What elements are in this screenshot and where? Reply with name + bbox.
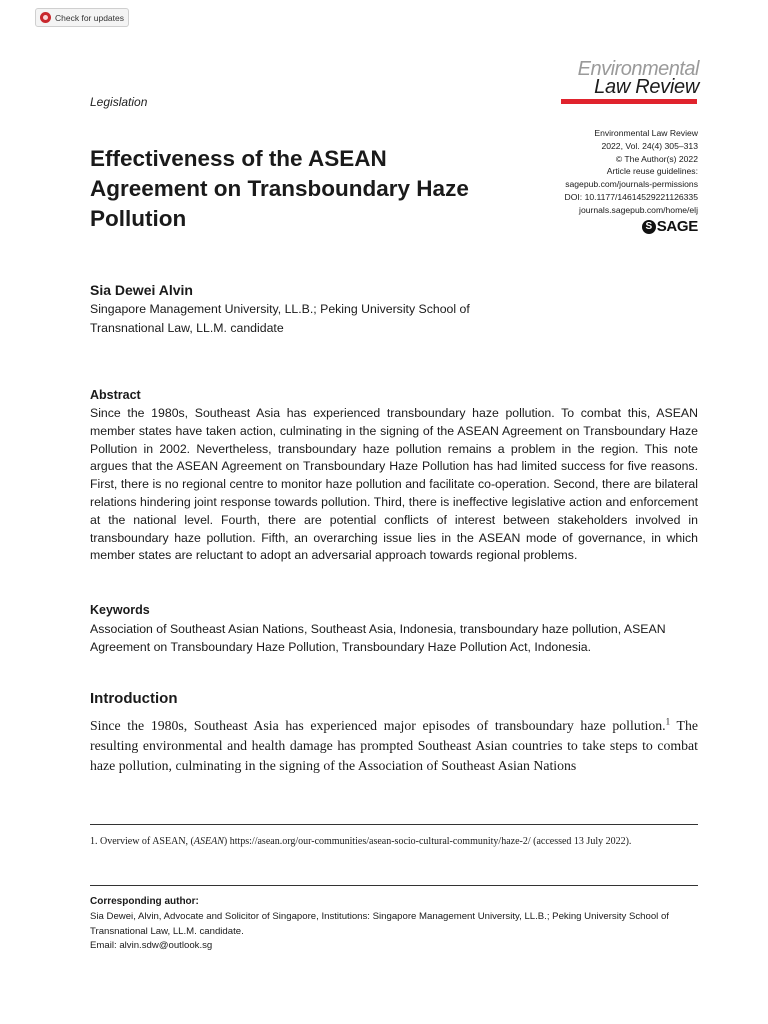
article-title: Effectiveness of the ASEAN Agreement on Transboundary Haze Pollution <box>90 146 469 231</box>
introduction-text-part2: The resulting environmental and health damage has prompted Southeast Asian countries to take steps to combat haze pollution, culminating in the signing of the Association of Southeast Asian Nations <box>90 718 698 773</box>
author-name: Sia Dewei Alvin <box>90 282 193 298</box>
author-affiliation: Singapore Management University, LL.B.; Peking University School of Transnational Law, LL.M. candidate <box>90 302 470 335</box>
journal-logo <box>556 58 701 106</box>
footnote-text-after: ) https://asean.org/our-communities/asean-socio-cultural-community/haze-2/ (accessed 13 July 2022). <box>223 836 632 847</box>
keywords-text: Association of Southeast Asian Nations, Southeast Asia, Indonesia, transboundary haze pollution, ASEAN Agreement on Transboundary Haze Pollution, Transboundary Haze Pollution Act, Indonesia. <box>90 622 666 654</box>
sage-logo <box>642 218 698 235</box>
sage-logo-mark: S <box>642 220 656 234</box>
check-for-updates-button[interactable] <box>35 8 129 27</box>
abstract-text: Since the 1980s, Southeast Asia has experienced transboundary haze pollution. To combat this, ASEAN member states have taken action, culminating in the signing of the ASEAN Agreement on Transboundary Haze Pollution in 2002. Nevertheless, transboundary haze pollution remains a problem in the region. This note argues that the ASEAN Agreement on Transboundary Haze Pollution has had limited success for five reasons. First, there is no regional centre to monitor haze pollution and facilitate co-operation. Second, there are bilateral relations hindering joint response towards pollution. Third, there is ineffective legislative action and enforcement at the national level. Fourth, there are potential conflicts of interest between stakeholders involved in transboundary haze pollution. Fifth, an overarching issue lies in the ASEAN mode of governance, in which member states are reluctant to adopt an adversarial approach towards regional problems. <box>90 406 698 563</box>
check-updates-icon <box>40 12 51 23</box>
meta-reuse-label: Article reuse guidelines: <box>606 166 698 177</box>
meta-permissions-link[interactable]: sagepub.com/journals-permissions <box>565 179 698 190</box>
article-meta <box>468 127 698 217</box>
keywords-heading: Keywords <box>90 603 150 617</box>
introduction-text-part1: Since the 1980s, Southeast Asia has experienced major episodes of transboundary haze pollution. <box>90 718 666 733</box>
check-for-updates-label: Check for updates <box>55 12 124 23</box>
section-label: Legislation <box>90 95 148 109</box>
journal-logo-bar <box>561 99 697 104</box>
journal-logo-line1: Environmental <box>577 58 699 80</box>
introduction-text <box>90 716 698 776</box>
corresponding-divider <box>90 885 698 886</box>
meta-journal: Environmental Law Review <box>594 128 698 138</box>
corresponding-details <box>90 910 700 954</box>
footnote <box>90 835 698 850</box>
footnote-number: 1. <box>90 836 98 847</box>
footnote-divider <box>90 824 698 825</box>
footnote-italic: ASEAN <box>193 836 224 847</box>
introduction-heading: Introduction <box>90 690 178 707</box>
abstract-heading: Abstract <box>90 388 141 402</box>
journal-logo-line2: Law Review <box>594 76 699 98</box>
sage-logo-text: SAGE <box>656 218 698 235</box>
footnote-text-before: Overview of ASEAN, ( <box>97 836 194 847</box>
meta-volume: 2022, Vol. 24(4) 305–313 <box>601 140 698 151</box>
footnote-reference[interactable]: 1 <box>665 716 671 727</box>
corresponding-affiliation: Sia Dewei, Alvin, Advocate and Solicitor of Singapore, Institutions: Singapore Management University, LL.B.; Peking University School of Transnational Law, LL.M. candidate. <box>90 911 669 937</box>
corresponding-email[interactable]: Email: alvin.sdw@outlook.sg <box>90 940 213 951</box>
corresponding-heading: Corresponding author: <box>90 896 199 907</box>
meta-copyright: © The Author(s) 2022 <box>615 153 698 164</box>
meta-doi[interactable]: DOI: 10.1177/14614529221126335 <box>564 191 698 202</box>
meta-journal-link[interactable]: journals.sagepub.com/home/elj <box>579 204 698 215</box>
